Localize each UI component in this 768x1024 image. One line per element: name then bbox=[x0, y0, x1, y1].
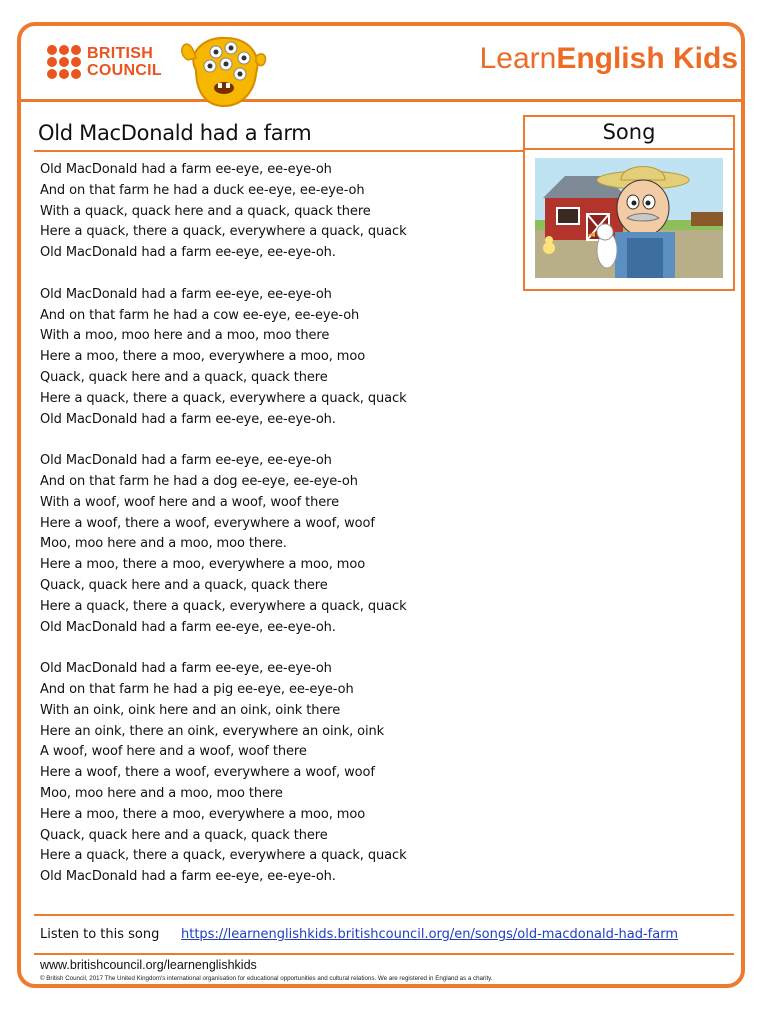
lyric-line: Moo, moo here and a moo, moo there. bbox=[40, 536, 287, 552]
copyright-notice: © British Council, 2017 The United Kingdom's international organisation for educational opportunities and cultural relations. We are registered in England as a charity. bbox=[40, 975, 493, 982]
lyric-line: Old MacDonald had a farm ee-eye, ee-eye-oh bbox=[40, 286, 332, 302]
footer-divider-bottom bbox=[34, 953, 734, 955]
learnenglish-kids-logo: LearnEnglish Kids bbox=[479, 42, 738, 75]
lyric-line: Moo, moo here and a moo, moo there bbox=[40, 785, 283, 801]
british-council-logo bbox=[45, 44, 185, 84]
monster-mascot-icon bbox=[176, 30, 268, 112]
lyric-line: Here a moo, there a moo, everywhere a moo, moo bbox=[40, 349, 366, 365]
type-label-box bbox=[523, 115, 735, 150]
verse-3 bbox=[40, 451, 520, 638]
lyric-line: And on that farm he had a pig ee-eye, ee-eye-oh bbox=[40, 681, 354, 697]
lyric-line: Old MacDonald had a farm ee-eye, ee-eye-oh. bbox=[40, 869, 336, 885]
lyric-line: Old MacDonald had a farm ee-eye, ee-eye-oh. bbox=[40, 411, 336, 427]
british-council-wordmark: BRITISH COUNCIL bbox=[87, 45, 162, 79]
lyric-line: Quack, quack here and a quack, quack there bbox=[40, 369, 328, 385]
lyric-line: Quack, quack here and a quack, quack there bbox=[40, 827, 328, 843]
title-underline bbox=[34, 150, 523, 152]
lyric-line: Quack, quack here and a quack, quack there bbox=[40, 577, 328, 593]
header-divider bbox=[19, 99, 745, 102]
illustration-box bbox=[523, 150, 735, 291]
lyric-line: Old MacDonald had a farm ee-eye, ee-eye-oh bbox=[40, 661, 332, 677]
song-link[interactable]: https://learnenglishkids.britishcouncil.org/en/songs/old-macdonald-had-farm bbox=[181, 927, 678, 942]
footer-divider-top bbox=[34, 914, 734, 916]
lyric-line: Here an oink, there an oink, everywhere an oink, oink bbox=[40, 723, 385, 739]
lyric-line: Old MacDonald had a farm ee-eye, ee-eye-oh bbox=[40, 162, 332, 177]
lyric-line: With a quack, quack here and a quack, quack there bbox=[40, 203, 371, 219]
farmer-with-duck-illustration bbox=[535, 158, 723, 278]
lyric-line: Here a quack, there a quack, everywhere a quack, quack bbox=[40, 848, 407, 864]
british-council-dots-icon bbox=[45, 44, 83, 82]
lyric-line: Here a quack, there a quack, everywhere a quack, quack bbox=[40, 390, 407, 406]
verse-2 bbox=[40, 285, 520, 431]
lyric-line: And on that farm he had a duck ee-eye, ee-eye-oh bbox=[40, 182, 365, 198]
lyric-line: And on that farm he had a cow ee-eye, ee-eye-oh bbox=[40, 307, 360, 323]
verse-4 bbox=[40, 659, 520, 888]
lyric-line: And on that farm he had a dog ee-eye, ee-eye-oh bbox=[40, 473, 358, 489]
lyrics bbox=[40, 160, 520, 909]
lyric-line: With a moo, moo here and a moo, moo there bbox=[40, 328, 330, 344]
page-title: Old MacDonald had a farm bbox=[38, 121, 312, 145]
type-label: Song bbox=[602, 120, 656, 144]
listen-label: Listen to this song bbox=[40, 927, 160, 942]
lyric-line: Here a moo, there a moo, everywhere a moo, moo bbox=[40, 806, 366, 822]
lyric-line: With a woof, woof here and a woof, woof there bbox=[40, 494, 340, 510]
lyric-line: Here a moo, there a moo, everywhere a moo, moo bbox=[40, 557, 366, 573]
lyric-line: Here a woof, there a woof, everywhere a woof, woof bbox=[40, 515, 375, 531]
lyric-line: Here a quack, there a quack, everywhere a quack, quack bbox=[40, 224, 407, 240]
lyric-line: Old MacDonald had a farm ee-eye, ee-eye-oh. bbox=[40, 619, 336, 635]
lyric-line: A woof, woof here and a woof, woof there bbox=[40, 744, 307, 760]
lyric-line: Old MacDonald had a farm ee-eye, ee-eye-oh. bbox=[40, 245, 336, 261]
verse-1 bbox=[40, 160, 520, 264]
lyric-line: Old MacDonald had a farm ee-eye, ee-eye-oh bbox=[40, 453, 332, 469]
lyric-line: Here a quack, there a quack, everywhere a quack, quack bbox=[40, 598, 407, 614]
site-url: www.britishcouncil.org/learnenglishkids bbox=[40, 958, 257, 972]
lyric-line: With an oink, oink here and an oink, oink there bbox=[40, 702, 341, 718]
lyric-line: Here a woof, there a woof, everywhere a woof, woof bbox=[40, 765, 375, 781]
